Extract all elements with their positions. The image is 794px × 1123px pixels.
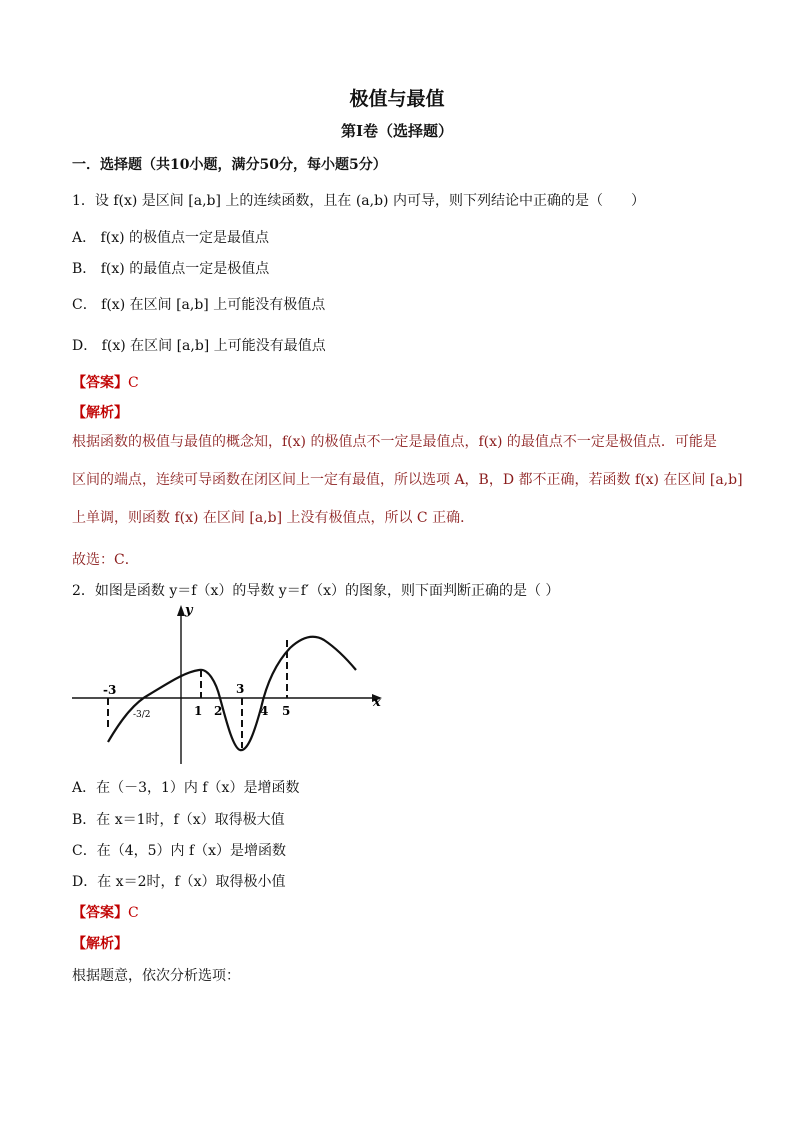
q2-option-c: C．在（4，5）内 f（x）是增函数 [72, 843, 287, 859]
q2-answer [72, 902, 139, 922]
q1-option-c: C． f(x) 在区间 [a,b] 上可能没有极值点 [72, 297, 326, 313]
q2-answer-label: 【答案】 [72, 905, 128, 921]
q2-option-d: D．在 x＝2时，f（x）取得极小值 [72, 874, 286, 890]
q2-option-a: A．在（－3，1）内 f（x）是增函数 [72, 780, 300, 796]
y-axis-label: y [185, 603, 193, 618]
q1-answer-value: C [128, 375, 139, 391]
q1-analysis-line-2: 区间的端点，连续可导函数在闭区间上一定有最值，所以选项 A，B，D 都不正确，若函数 f(x) 在区间 [a,b] [72, 472, 743, 488]
q1-analysis-label: 【解析】 [72, 405, 128, 421]
section-subtitle: 第Ⅰ卷（选择题） [340, 122, 454, 140]
q1-option-d: D． f(x) 在区间 [a,b] 上可能没有最值点 [72, 338, 326, 354]
q1-answer-label: 【答案】 [72, 375, 128, 391]
x-axis-label: x [373, 695, 381, 710]
section-heading: 一．选择题（共10小题，满分50分，每小题5分） [72, 157, 387, 173]
q2-stem: 2．如图是函数 y＝f（x）的导数 y＝f′（x）的图象，则下面判断正确的是（ ） [72, 583, 560, 599]
tick-label-1: 1 [194, 704, 203, 718]
q1-analysis [72, 423, 743, 537]
fraction-label: -3/2 [133, 710, 151, 720]
q1-answer [72, 372, 139, 392]
q2-answer-value: C [128, 905, 139, 921]
page-title: 极值与最值 [349, 88, 445, 110]
q1-analysis-line-3: 上单调，则函数 f(x) 在区间 [a,b] 上没有极值点，所以 C 正确． [72, 510, 475, 526]
q2-option-b: B．在 x＝1时，f（x）取得极大值 [72, 812, 285, 828]
tick-label-neg-three-halves [133, 710, 151, 720]
q1-option-b: B． f(x) 的最值点一定是极值点 [72, 261, 270, 277]
tick-label-4: 4 [260, 704, 269, 718]
tick-label-neg3: -3 [103, 683, 117, 697]
tick-label-3: 3 [236, 682, 245, 696]
y-axis-arrow-icon [177, 605, 185, 616]
derivative-curve [108, 637, 356, 750]
q1-option-a: A． f(x) 的极值点一定是最值点 [72, 230, 270, 246]
tick-label-2: 2 [214, 704, 223, 718]
q1-stem: 1．设 f(x) 是区间 [a,b] 上的连续函数，且在 (a,b) 内可导，则下列结论中正确的是（ ） [72, 193, 645, 209]
derivative-graph [70, 600, 390, 770]
tick-label-5: 5 [282, 704, 291, 718]
q1-conclusion: 故选：C． [72, 552, 139, 568]
q2-analysis-first: 根据题意，依次分析选项： [72, 968, 240, 984]
q1-analysis-line-1: 根据函数的极值与最值的概念知，f(x) 的极值点不一定是最值点，f(x) 的最值点不一定是极值点．可能是 [72, 434, 717, 450]
q2-analysis-label: 【解析】 [72, 936, 128, 952]
